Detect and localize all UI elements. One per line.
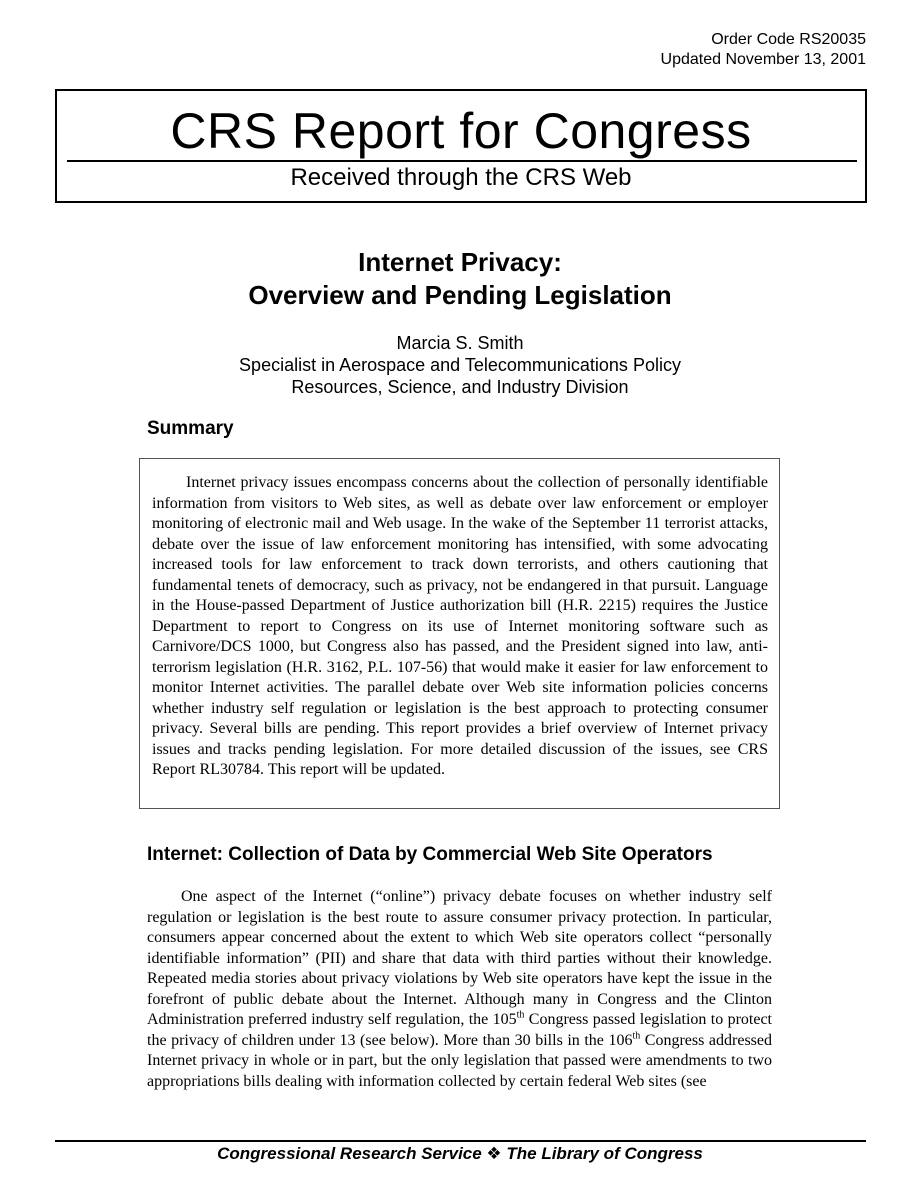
order-meta	[661, 30, 866, 70]
ordinal-suffix-105: th	[516, 1009, 525, 1021]
order-code: Order Code RS20035	[711, 31, 866, 48]
banner-subtitle: Received through the CRS Web	[290, 164, 632, 191]
summary-box	[139, 458, 780, 809]
report-banner	[55, 89, 867, 203]
author-role: Specialist in Aerospace and Telecommunications Policy	[239, 355, 681, 375]
paragraph-part-1: One aspect of the Internet (“online”) privacy debate focuses on whether industry self regulation or legislation is the best route to assure consumer privacy protection. In particular, consumers appear concerned about the extent to which Web site operators collect “personally identifiable information” (PII) and share that data with third parties without their knowledge. Repeated media stories about privacy violations by Web site operators have kept the issue in the forefront of public debate about the Internet. Although many in Congress and the Clinton Administration preferred industry self regulation, the 105	[147, 888, 772, 1028]
updated-date: Updated November 13, 2001	[660, 51, 866, 68]
ordinal-suffix-106: th	[632, 1030, 641, 1042]
paragraph-part-3: Congress addressed Internet privacy in whole or in part, but the only legislation that passed were amendments to two appropriations bills dealing with information collected by certain federal Web sites (see	[147, 1031, 773, 1090]
summary-heading: Summary	[147, 418, 234, 439]
section-body-paragraph	[147, 887, 772, 1092]
title-line-1: Internet Privacy:	[358, 247, 562, 277]
paragraph-part-2: Congress passed legislation to protect the privacy of children under 13 (see below). More than 30 bills in the 106	[147, 1011, 772, 1049]
footer-rule	[55, 1140, 866, 1142]
author-name: Marcia S. Smith	[396, 333, 524, 353]
author-block	[0, 332, 920, 398]
footer-text: Congressional Research Service ❖ The Library of Congress	[217, 1144, 703, 1163]
banner-title: CRS Report for Congress	[170, 103, 752, 159]
document-title	[0, 246, 920, 312]
banner-rule	[67, 160, 857, 162]
summary-text: Internet privacy issues encompass concerns about the collection of personally identifiable information from visitors to Web sites, as well as debate over law enforcement or employer monitoring of electronic mail and Web usage. In the wake of the September 11 terrorist attacks, debate over the issue of law enforcement monitoring has intensified, with some advocating increased tools for law enforcement to track down terrorists, and others cautioning that fundamental tenets of democracy, such as privacy, not be endangered in that pursuit. Language in the House-passed Department of Justice authorization bill (H.R. 2215) requires the Justice Department to report to Congress on its use of Internet monitoring software such as Carnivore/DCS 1000, but Congress also has passed, and the President signed into law, anti-terrorism legislation (H.R. 3162, P.L. 107-56) that would make it easier for law enforcement to monitor Internet activities. The parallel debate over Web site information policies concerns whether industry self regulation or legislation is the best approach to protecting consumer privacy. Several bills are pending. This report provides a brief overview of Internet privacy issues and tracks pending legislation. For more detailed discussion of the issues, see CRS Report RL30784. This report will be updated.	[152, 474, 768, 778]
author-division: Resources, Science, and Industry Division	[291, 377, 629, 397]
title-line-2: Overview and Pending Legislation	[248, 280, 672, 310]
section-heading-internet-collection: Internet: Collection of Data by Commercial Web Site Operators	[147, 844, 713, 865]
